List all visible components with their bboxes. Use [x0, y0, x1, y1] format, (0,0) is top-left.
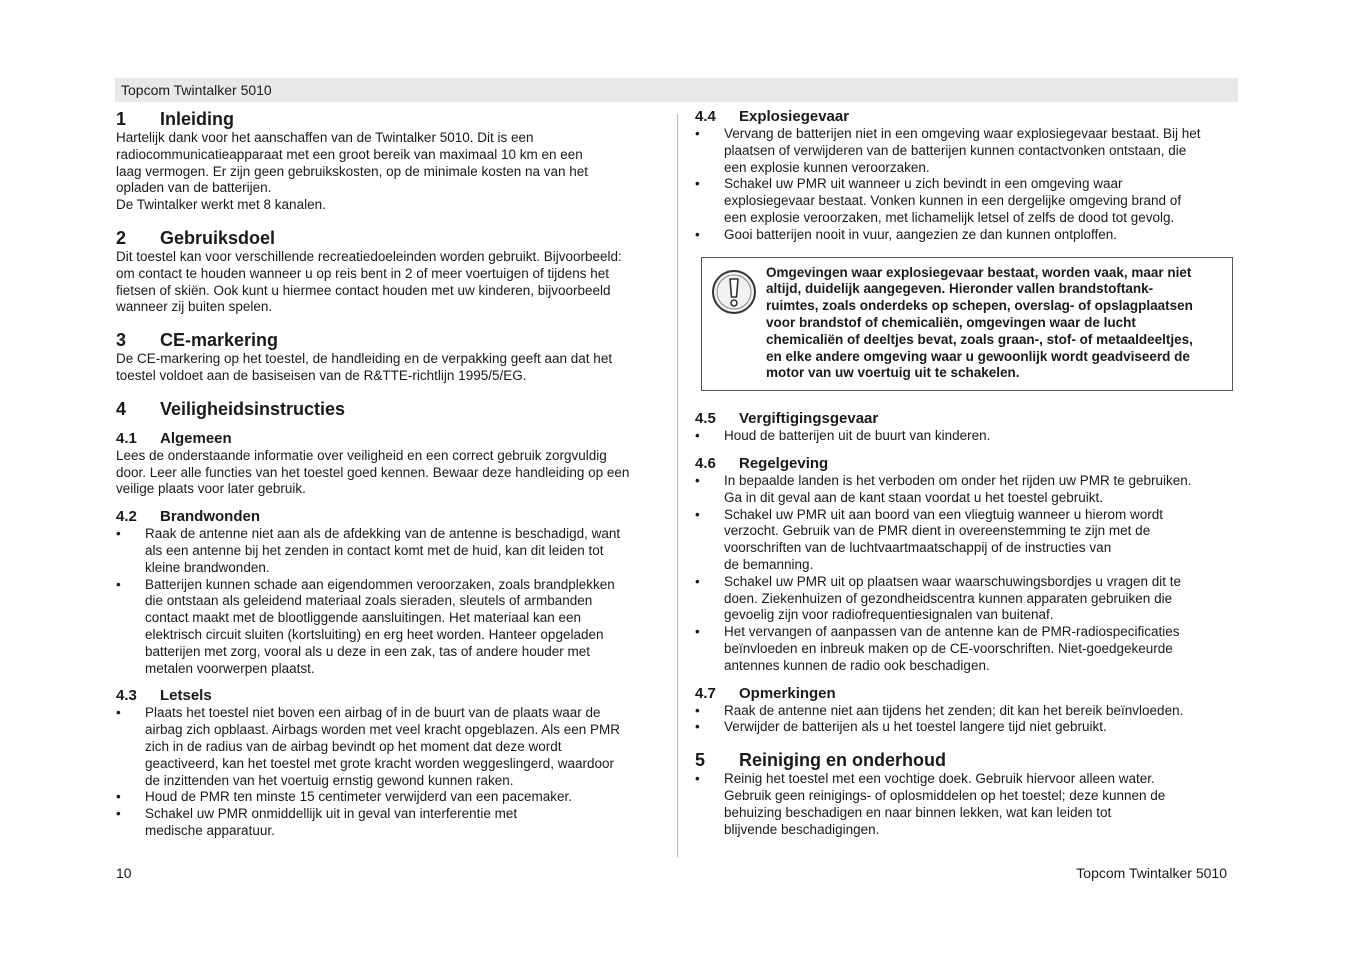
running-header — [115, 78, 1238, 102]
list-item: • Schakel uw PMR uit aan boord van een vliegtuig wanneer u hierom wordt verzocht. Gebruik van de PMR dient in overeenstemming te zijn met de voorschriften van de luchtvaartmaatschappij of de instructies van de bemanning. — [695, 507, 1240, 574]
footer-product: Topcom Twintalker 5010 — [1076, 865, 1227, 881]
list-item: • Vervang de batterijen niet in een omgeving waar explosiegevaar bestaat. Bij het plaatsen of verwijderen van de batterijen kunnen contactvonken ontstaan, die een explosie kunnen veroorzaken. — [695, 126, 1240, 176]
section-2-body: Dit toestel kan voor verschillende recreatiedoeleinden worden gebruikt. Bijvoorbeeld: om contact te houden wanneer u op reis bent in 2 of meer voertuigen of tijdens het fietsen of skiën. Ook kunt u hiermee contact houden met uw kinderen, bijvoorbeeld wanneer zij buiten spelen. — [116, 248, 622, 315]
list-item: • Schakel uw PMR uit wanneer u zich bevindt in een omgeving waar explosiegevaar bestaat. Vonken kunnen in een dergelijke omgeving brand of een explosie veroorzaken, met lichamelijk letsel of zelfs de dood tot gevolg. — [695, 176, 1240, 226]
list-item: • In bepaalde landen is het verboden om onder het rijden uw PMR te gebruiken. Ga in dit geval aan de kant staan voordat u het toestel gebruikt. — [695, 473, 1240, 507]
right-column — [695, 108, 1240, 838]
section-3-heading: 3 CE-markering — [116, 330, 279, 351]
section-5-heading: 5 Reiniging en onderhoud — [695, 750, 946, 771]
page-number: 10 — [116, 865, 132, 881]
list-item: • Reinig het toestel met een vochtige doek. Gebruik hiervoor alleen water. Gebruik geen reinigings- of oplosmiddelen op het toestel; deze kunnen de behuizing beschadigen en naar binnen lekken, wat kan leiden tot blijvende beschadigingen. — [695, 771, 1240, 838]
section-4-4-heading: 4.4 Explosiegevaar — [695, 108, 850, 125]
section-4-5-list — [695, 428, 1240, 445]
list-item: • Houd de PMR ten minste 15 centimeter verwijderd van een pacemaker. — [116, 789, 664, 806]
section-4-7-list — [695, 703, 1240, 737]
section-4-6-heading: 4.6 Regelgeving — [695, 454, 829, 472]
section-1-body: Hartelijk dank voor het aanschaffen van de Twintalker 5010. Dit is een radiocommunicatieapparaat met een groot bereik van maximaal 10 km en een laag vermogen. Er zijn geen gebruikskosten, op de minimale kosten na van het opladen van de batterijen. De Twintalker werkt met 8 kanalen. — [116, 130, 589, 213]
list-item: • Batterijen kunnen schade aan eigendommen veroorzaken, zoals brandplekken die ontstaan als geleidend materiaal zoals sieraden, sleutels of armbanden contact maakt met de blootliggende aansluitingen. Het materiaal kan een elektrisch circuit sluiten (kortsluiting) en erg heet worden. Hanteer opgeladen batterijen met zorg, vooral als u deze in een zak, tas of andere houder met metalen voorwerpen plaatst. — [116, 577, 664, 678]
warning-box — [701, 257, 1233, 392]
list-item: • Schakel uw PMR onmiddellijk uit in geval van interferentie met medische apparatuur. — [116, 806, 664, 840]
section-4-2-heading: 4.2 Brandwonden — [116, 508, 260, 526]
section-4-1-heading: 4.1 Algemeen — [116, 429, 232, 447]
list-item: • Plaats het toestel niet boven een airbag of in de buurt van de plaats waar de airbag zich opblaast. Airbags worden met veel kracht opgeblazen. Als een PMR zich in de radius van de airbag bevindt op het moment dat deze wordt geactiveerd, kan het toestel met grote kracht worden weggeslingerd, waardoor de inzittenden van het voertuig ernstig gewond kunnen raken. — [116, 705, 664, 789]
section-4-7-heading: 4.7 Opmerkingen — [695, 684, 836, 702]
header-title: Topcom Twintalker 5010 — [121, 82, 272, 98]
list-item: • Verwijder de batterijen als u het toestel langere tijd niet gebruikt. — [695, 719, 1240, 736]
column-divider — [677, 114, 678, 857]
warning-text: Omgevingen waar explosiegevaar bestaat, worden vaak, maar niet altijd, duidelijk aangegeven. Hieronder vallen brandstoftank- ruimtes, zoals onderdeks op schepen, overslag- of opslagplaatsen voor brandstof of chemicaliën, omgevingen waar de lucht chemicaliën of deeltjes bevat, zoals graan-, stof- of metaaldeeltjes, en elke andere omgeving waar u gewoonlijk wordt geadviseerd de motor van uw voertuig uit te schakelen. — [766, 264, 1193, 381]
list-item: • Gooi batterijen nooit in vuur, aangezien ze dan kunnen ontploffen. — [695, 227, 1240, 244]
list-item: • Raak de antenne niet aan als de afdekking van de antenne is beschadigd, want als een antenne bij het zenden in contact komt met de huid, kan dit leiden tot kleine brandwonden. — [116, 526, 664, 576]
list-item: • Schakel uw PMR uit op plaatsen waar waarschuwingsbordjes u vragen dit te doen. Ziekenhuizen of gezondheidscentra kunnen apparaten gebruiken die gevoelig zijn voor radiofrequentiesignalen van buitenaf. — [695, 574, 1240, 624]
section-3-body: De CE-markering op het toestel, de handleiding en de verpakking geeft aan dat het toestel voldoet aan de basiseisen van de R&TTE-richtlijn 1995/5/EG. — [116, 351, 613, 383]
section-2-heading: 2 Gebruiksdoel — [116, 227, 276, 248]
section-4-5-heading: 4.5 Vergiftigingsgevaar — [695, 410, 879, 428]
list-item: • Het vervangen of aanpassen van de antenne kan de PMR-radiospecificaties beïnvloeden en inbreuk maken op de CE-voorschriften. Niet-goedgekeurde antennes kunnen de radio ook beschadigen. — [695, 624, 1240, 674]
exclamation-warning-icon — [710, 268, 758, 316]
section-4-heading: 4 Veiligheidsinstructies — [116, 398, 346, 419]
list-item: • Houd de batterijen uit de buurt van kinderen. — [695, 428, 1240, 445]
section-4-4-list — [695, 126, 1240, 244]
section-4-3-heading: 4.3 Letsels — [116, 687, 212, 705]
section-5-list — [695, 771, 1240, 838]
section-4-1-body: Lees de onderstaande informatie over veiligheid en een correct gebruik zorgvuldig door. Leer alle functies van het toestel goed kennen. Bewaar deze handleiding op een veilige plaats voor later gebruik. — [116, 447, 630, 497]
section-4-2-list — [116, 526, 664, 677]
list-item: • Raak de antenne niet aan tijdens het zenden; dit kan het bereik beïnvloeden. — [695, 703, 1240, 720]
section-4-3-list — [116, 705, 664, 839]
left-column — [116, 108, 664, 840]
section-1-heading: 1 Inleiding — [116, 109, 234, 129]
section-4-6-list — [695, 473, 1240, 675]
